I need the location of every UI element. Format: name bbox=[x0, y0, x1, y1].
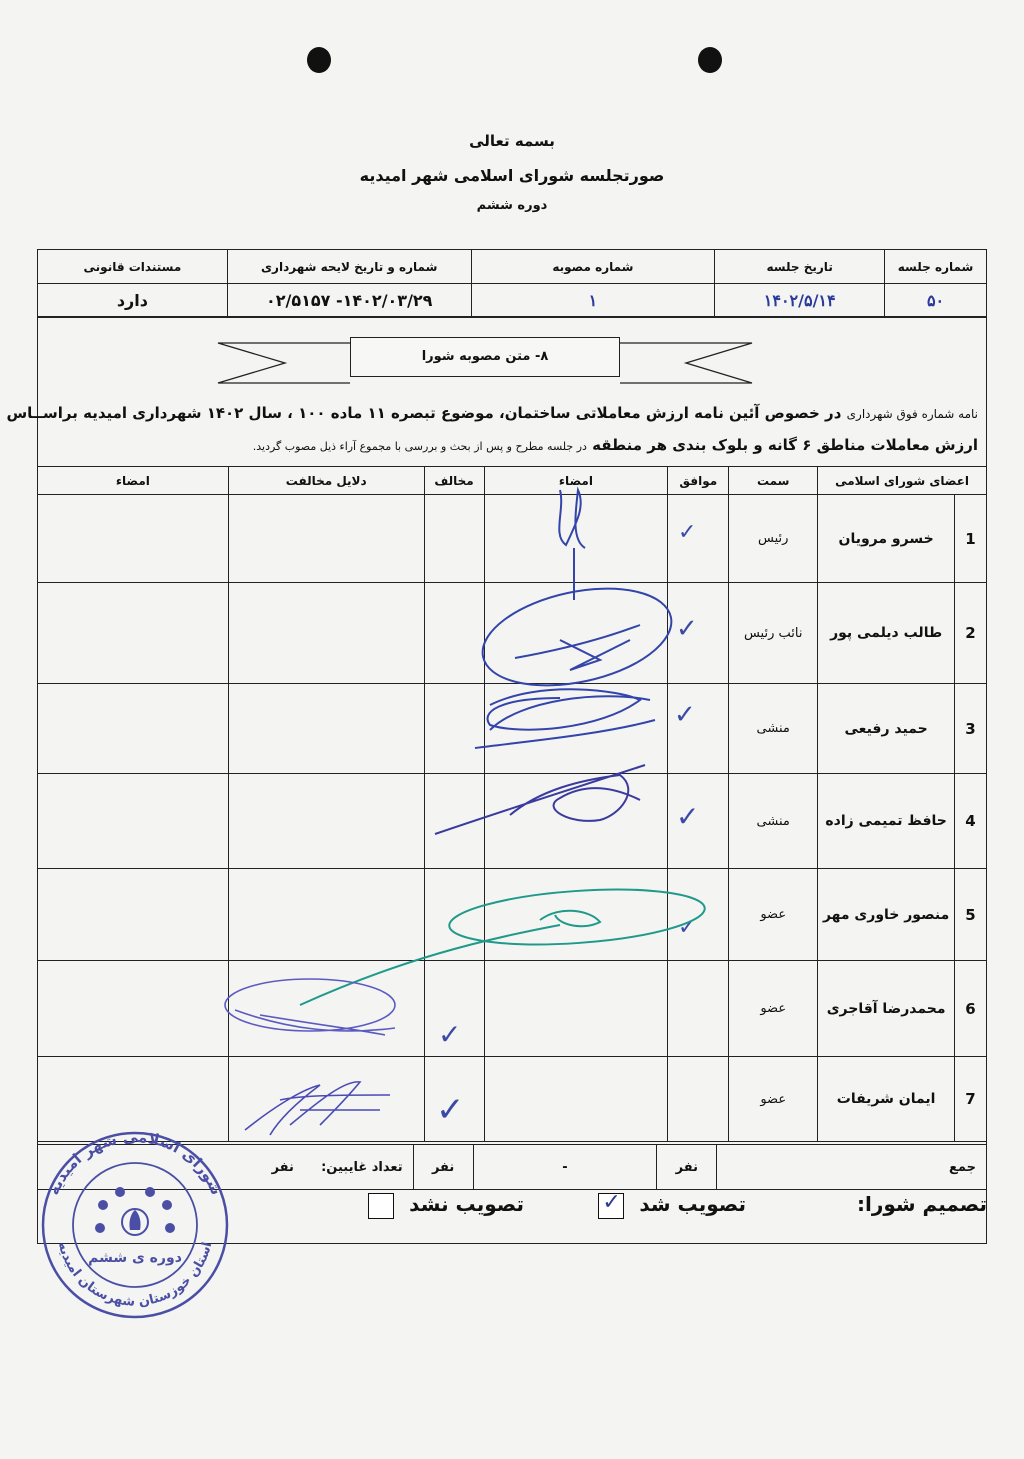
resolution-body-2: ارزش معاملات مناطق ۶ گانه و بلوک بندی هر منطقه bbox=[592, 436, 978, 454]
council-term: دوره ششم bbox=[476, 198, 548, 213]
col-header-role: سمت bbox=[729, 467, 818, 495]
member-role: رئیس bbox=[729, 495, 818, 583]
resolution-number: ۱ bbox=[471, 284, 715, 318]
stamp-center-text: دوره ی ششم bbox=[88, 1250, 182, 1266]
total-label: جمع bbox=[717, 1145, 987, 1190]
row-number: 3 bbox=[955, 684, 987, 774]
member-name: خسرو مرویان bbox=[818, 495, 955, 583]
approved-label: تصویب شد bbox=[639, 1192, 746, 1216]
agree-check-icon: ✓ bbox=[438, 1018, 462, 1051]
agree-check-icon: ✓ bbox=[676, 614, 698, 644]
member-name: منصور خاوری مهر bbox=[818, 869, 955, 961]
meta-header: تاریخ جلسه bbox=[715, 250, 885, 284]
session-date: ۱۴۰۲/۵/۱۴ bbox=[715, 284, 885, 318]
agree-count-unit: نفر bbox=[657, 1145, 717, 1190]
row-number: 6 bbox=[955, 961, 987, 1057]
row-number: 4 bbox=[955, 774, 987, 869]
member-name: ایمان شریفات bbox=[818, 1057, 955, 1142]
row-number: 1 bbox=[955, 495, 987, 583]
bill-number-date: ۱۴۰۲/۰۳/۲۹- ۰۲/۵۱۵۷ bbox=[227, 284, 471, 318]
meta-header: شماره مصوبه bbox=[471, 250, 715, 284]
decision-label: تصمیم شورا: bbox=[856, 1192, 987, 1216]
resolution-banner: ۸- متن مصوبه شورا bbox=[350, 337, 620, 377]
meta-header: شماره جلسه bbox=[885, 250, 987, 284]
member-name: حمید رفیعی bbox=[818, 684, 955, 774]
row-number: 2 bbox=[955, 583, 987, 684]
col-header-signature-2: امضاء bbox=[38, 467, 229, 495]
member-role: عضو bbox=[729, 1057, 818, 1142]
member-name: محمدرضا آقاجری bbox=[818, 961, 955, 1057]
member-role: عضو bbox=[729, 869, 818, 961]
basmala: بسمه تعالی bbox=[469, 132, 555, 150]
stamp-emblem-icon bbox=[95, 1187, 175, 1235]
member-name: طالب دیلمی پور bbox=[818, 583, 955, 684]
agree-check-icon: ✓ bbox=[678, 915, 697, 940]
stamp-bottom-path: استان خوزستان شهرستان امیدیه bbox=[54, 1240, 216, 1310]
rejected-label: تصویب نشد bbox=[409, 1192, 524, 1216]
document-title: صورتجلسه شورای اسلامی شهر امیدیه bbox=[359, 166, 665, 185]
meta-header: شماره و تاریخ لایحه شهرداری bbox=[227, 250, 471, 284]
agree-check-icon: ✓ bbox=[674, 700, 696, 730]
col-header-oppose: مخالف bbox=[424, 467, 484, 495]
member-role: منشی bbox=[729, 684, 818, 774]
absent-unit: نفر bbox=[271, 1159, 294, 1175]
member-role: منشی bbox=[729, 774, 818, 869]
member-role: نائب رئیس bbox=[729, 583, 818, 684]
resolution-lead: نامه شماره فوق شهرداری bbox=[846, 407, 978, 421]
col-header-signature: امضاء bbox=[484, 467, 668, 495]
meta-header: مستندات قانونی bbox=[38, 250, 228, 284]
row-number: 5 bbox=[955, 869, 987, 961]
agree-check-icon: ✓ bbox=[676, 800, 700, 833]
stamp-ring-text: شورای اسلامی شهر امیدیه bbox=[44, 1127, 226, 1198]
col-header-reasons: دلایل مخالفت bbox=[228, 467, 424, 495]
resolution-body: در خصوص آئین نامه ارزش معاملاتی ساختمان، موضوع تبصره ۱۱ ماده ۱۰۰ ، سال ۱۴۰۲ شهرداری امیدیه براســاس bbox=[6, 404, 842, 422]
row-number: 7 bbox=[955, 1057, 987, 1142]
agree-check-icon: ✓ bbox=[436, 1090, 465, 1130]
member-name: حافظ تمیمی زاده bbox=[818, 774, 955, 869]
absent-label: تعداد غایبین: bbox=[321, 1159, 403, 1175]
oppose-count-value: - bbox=[473, 1145, 657, 1190]
resolution-tail: در جلسه مطرح و پس از بحث و بررسی با مجموع آراء ذیل مصوب گردید. bbox=[252, 440, 587, 453]
session-number: ۵۰ bbox=[885, 284, 987, 318]
approved-check-mark: ✓ bbox=[602, 1189, 621, 1215]
legal-documents: دارد bbox=[38, 284, 228, 318]
agree-check-icon: ✓ bbox=[678, 520, 697, 545]
oppose-count-unit: نفر bbox=[413, 1145, 473, 1190]
member-role: عضو bbox=[729, 961, 818, 1057]
col-header-agree: موافق bbox=[668, 467, 729, 495]
col-header-members: اعضای شورای اسلامی bbox=[818, 467, 987, 495]
